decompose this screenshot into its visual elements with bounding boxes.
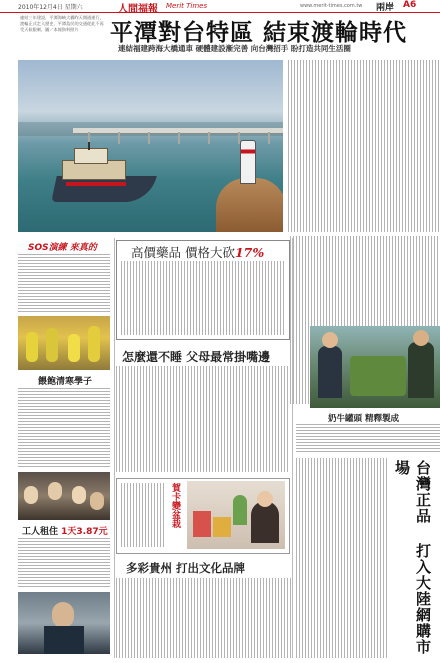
bridge-ferry-photo <box>18 60 283 232</box>
divider <box>292 238 293 658</box>
school-headline: 餵飽清寒學子 <box>38 377 93 387</box>
taiwan-headline: 台灣正品 打入大陸網購市場 <box>393 460 432 655</box>
photo-caption: 連結三年建設，平潭海峽大橋昨天開通運行，渡輪正式走入歷史，平潭島民的交通從此不再受天候限制。圖／本報資料照片 <box>20 15 104 32</box>
masthead-bar <box>0 0 440 13</box>
greeting-card-plant-photo <box>187 481 285 549</box>
main-subhead: 連結福建跨海大橋通車 硬體建設漸完善 向台灣招手 盼打造共同生活圈 <box>118 44 351 53</box>
main-headline: 平潭對台特區 結束渡輪時代 <box>110 19 408 46</box>
school-lunch-photo <box>18 472 110 520</box>
sos-drill-photo <box>18 316 110 370</box>
ferry-icon <box>48 142 156 212</box>
masthead-logo-en: Merit Times <box>166 2 208 10</box>
milk-article-body <box>296 424 440 452</box>
guizhou-article-body <box>116 578 292 658</box>
cards-headline: 賀卡變盆栽 <box>170 483 180 528</box>
masthead-section: 兩岸 <box>376 3 395 13</box>
milk-headline: 奶牛罐頭 精釋製成 <box>328 414 399 424</box>
medicine-headline-pct: 17% <box>234 245 265 260</box>
parents-article-body <box>116 366 288 472</box>
milk-can-photo <box>310 326 440 408</box>
masthead-logo: 人間福報 <box>118 4 158 15</box>
masthead-date: 2010年12月4日 星期六 <box>18 4 83 11</box>
wage-article-body <box>18 538 110 588</box>
worker-photo <box>18 592 110 654</box>
school-article-body <box>18 388 110 468</box>
medicine-article <box>116 240 290 340</box>
divider <box>114 238 115 658</box>
cards-article <box>116 478 290 554</box>
wage-amount: 1天3.87元 <box>61 527 108 537</box>
masthead-website: www.merit-times.com.tw <box>300 3 363 9</box>
taiwan-article-body <box>296 458 388 658</box>
masthead-page: A6 <box>403 0 417 10</box>
medicine-headline: 高價藥品 價格大砍17% <box>131 245 265 260</box>
sos-headline: SOS演練 來真的 <box>28 243 97 253</box>
parents-headline: 怎麼還不睡 父母最常掛嘴邊 <box>122 350 271 364</box>
guizhou-headline: 多彩貴州 打出文化品牌 <box>126 561 246 575</box>
sos-article-body <box>18 254 110 312</box>
lighthouse-icon <box>240 140 256 184</box>
wage-headline: 工人租住 1天3.87元 <box>22 527 108 537</box>
main-article-body <box>288 60 440 232</box>
